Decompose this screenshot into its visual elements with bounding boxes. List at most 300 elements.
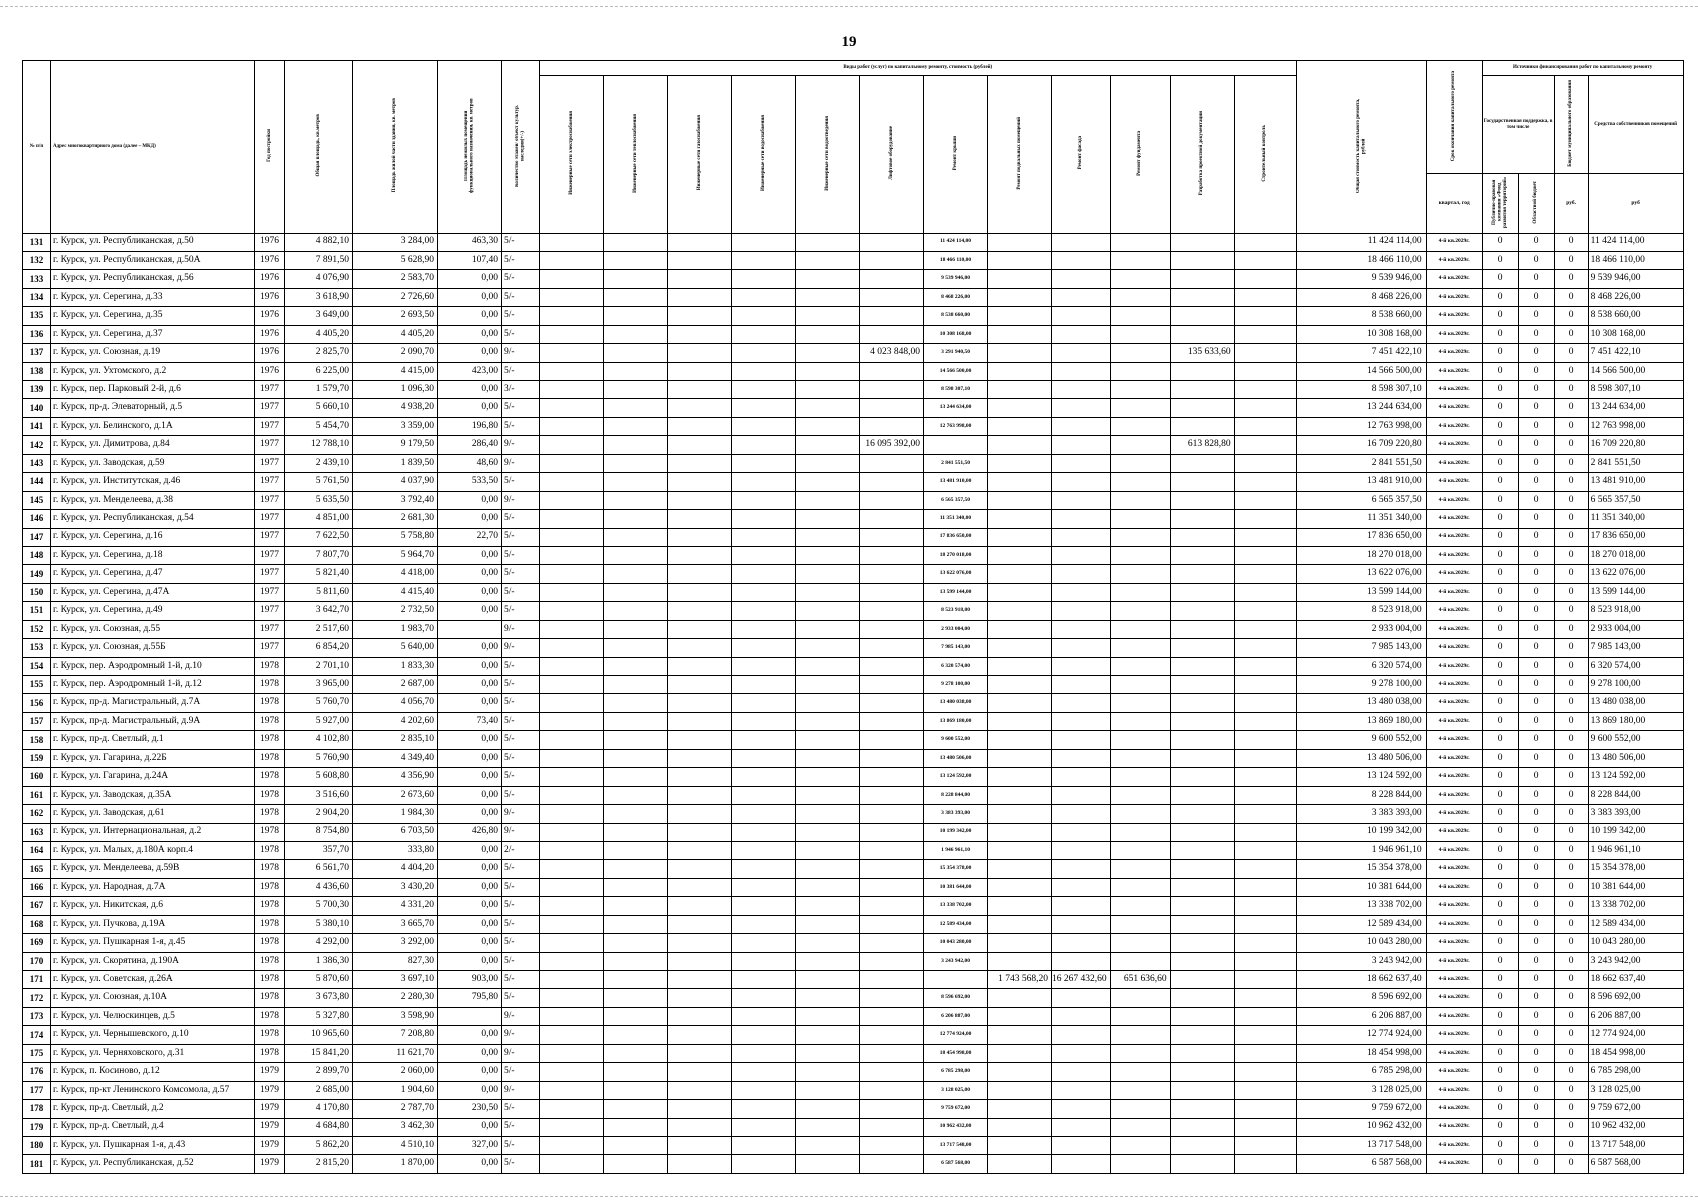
cell-empty bbox=[668, 731, 732, 749]
cell-basement bbox=[988, 1155, 1052, 1173]
cell-fund: 0 bbox=[1482, 510, 1518, 528]
cell-mun: 0 bbox=[1554, 528, 1588, 546]
header-works-group: Виды работ (услуг) по капитальному ремонту, стоимость (рублей) bbox=[540, 61, 1297, 76]
cell-reg: 0 bbox=[1518, 288, 1554, 306]
cell-facade bbox=[1052, 233, 1111, 251]
cell-empty bbox=[796, 1026, 860, 1044]
cell-cost: 2 933 004,00 bbox=[1296, 620, 1426, 638]
cell-n: 138 bbox=[23, 362, 51, 380]
cell-total: 3 965,00 bbox=[285, 676, 353, 694]
cell-lift bbox=[860, 731, 924, 749]
cell-n: 179 bbox=[23, 1118, 51, 1136]
cell-empty bbox=[604, 602, 668, 620]
cell-year: 1978 bbox=[255, 823, 285, 841]
cell-empty bbox=[604, 473, 668, 491]
cell-empty bbox=[668, 1100, 732, 1118]
cell-empty bbox=[796, 251, 860, 269]
cell-living: 2 090,70 bbox=[353, 344, 438, 362]
cell-year: 1976 bbox=[255, 251, 285, 269]
table-row bbox=[23, 381, 1684, 399]
cell-facade bbox=[1052, 823, 1111, 841]
cell-empty bbox=[732, 1136, 796, 1154]
cell-empty bbox=[732, 1155, 796, 1173]
cell-roof: 10 381 644,00 bbox=[924, 878, 988, 896]
cell-empty bbox=[796, 565, 860, 583]
cell-address: г. Курск, ул. Менделеева, д.38 bbox=[51, 491, 255, 509]
cell-roof: 8 228 844,00 bbox=[924, 786, 988, 804]
cell-roof: 13 338 702,00 bbox=[924, 897, 988, 915]
cell-address: г. Курск, ул. Заводская, д.61 bbox=[51, 805, 255, 823]
cell-cost: 13 338 702,00 bbox=[1296, 897, 1426, 915]
cell-n: 176 bbox=[23, 1063, 51, 1081]
cell-facade bbox=[1052, 251, 1111, 269]
cell-fund: 0 bbox=[1482, 1063, 1518, 1081]
cell-nonres: 0,00 bbox=[438, 381, 502, 399]
cell-empty bbox=[540, 694, 604, 712]
cell-cost: 9 539 946,00 bbox=[1296, 270, 1426, 288]
cell-empty bbox=[540, 362, 604, 380]
cell-basement bbox=[988, 1044, 1052, 1062]
cell-foundation bbox=[1110, 823, 1170, 841]
table-row bbox=[23, 602, 1684, 620]
header-nonres-area: Площадь нежилых помещений функционального назначения, кв. метров bbox=[438, 61, 502, 234]
cell-living: 4 037,90 bbox=[353, 473, 438, 491]
cell-mun: 0 bbox=[1554, 583, 1588, 601]
cell-basement bbox=[988, 344, 1052, 362]
cell-n: 150 bbox=[23, 583, 51, 601]
cell-deadline: 4-й кв.2029г. bbox=[1426, 417, 1482, 435]
cell-cost: 6 587 568,00 bbox=[1296, 1155, 1426, 1173]
cell-total: 5 811,60 bbox=[285, 583, 353, 601]
cell-living: 2 583,70 bbox=[353, 270, 438, 288]
cell-empty bbox=[732, 712, 796, 730]
cell-empty bbox=[796, 1007, 860, 1025]
cell-facade bbox=[1052, 510, 1111, 528]
cell-living: 4 405,20 bbox=[353, 325, 438, 343]
header-w7: Ремонт крыши bbox=[924, 76, 988, 234]
cell-foundation bbox=[1110, 952, 1170, 970]
cell-empty bbox=[540, 1063, 604, 1081]
cell-basement bbox=[988, 694, 1052, 712]
cell-empty bbox=[668, 989, 732, 1007]
cell-empty bbox=[732, 362, 796, 380]
cell-address: г. Курск, ул. Союзная, д.10А bbox=[51, 989, 255, 1007]
cell-basement bbox=[988, 952, 1052, 970]
cell-empty bbox=[604, 1063, 668, 1081]
cell-empty bbox=[732, 417, 796, 435]
cell-cost: 2 841 551,50 bbox=[1296, 454, 1426, 472]
cell-facade bbox=[1052, 639, 1111, 657]
cell-lift bbox=[860, 270, 924, 288]
cell-total: 3 516,60 bbox=[285, 786, 353, 804]
cell-lift bbox=[860, 417, 924, 435]
cell-foundation bbox=[1110, 251, 1170, 269]
cell-empty bbox=[668, 288, 732, 306]
cell-design bbox=[1170, 620, 1234, 638]
cell-empty bbox=[732, 768, 796, 786]
cell-floors: 5/- bbox=[502, 473, 540, 491]
cell-roof: 3 291 940,50 bbox=[924, 344, 988, 362]
cell-roof: 8 538 660,00 bbox=[924, 307, 988, 325]
cell-foundation bbox=[1110, 528, 1170, 546]
cell-mun: 0 bbox=[1554, 381, 1588, 399]
cell-n: 153 bbox=[23, 639, 51, 657]
cell-roof: 8 468 226,00 bbox=[924, 288, 988, 306]
cell-empty bbox=[732, 528, 796, 546]
cell-empty bbox=[604, 325, 668, 343]
cell-total: 5 870,60 bbox=[285, 971, 353, 989]
header-regional: Областной бюджет bbox=[1518, 174, 1554, 234]
cell-empty bbox=[604, 307, 668, 325]
cell-empty bbox=[604, 491, 668, 509]
cell-empty bbox=[540, 971, 604, 989]
cell-design bbox=[1170, 971, 1234, 989]
cell-total: 15 841,20 bbox=[285, 1044, 353, 1062]
cell-lift bbox=[860, 768, 924, 786]
cell-mun: 0 bbox=[1554, 1100, 1588, 1118]
cell-living: 1 839,50 bbox=[353, 454, 438, 472]
table-row bbox=[23, 620, 1684, 638]
cell-basement bbox=[988, 860, 1052, 878]
cell-own: 9 759 672,00 bbox=[1588, 1100, 1683, 1118]
cell-empty bbox=[668, 952, 732, 970]
cell-empty bbox=[668, 565, 732, 583]
cell-empty bbox=[604, 362, 668, 380]
cell-empty bbox=[668, 399, 732, 417]
cell-deadline: 4-й кв.2029г. bbox=[1426, 1155, 1482, 1173]
cell-floors: 9/- bbox=[502, 1026, 540, 1044]
cell-facade bbox=[1052, 565, 1111, 583]
cell-cost: 8 598 307,10 bbox=[1296, 381, 1426, 399]
cell-fund: 0 bbox=[1482, 307, 1518, 325]
table-row bbox=[23, 989, 1684, 1007]
cell-floors: 5/- bbox=[502, 1155, 540, 1173]
cell-roof: 6 320 574,00 bbox=[924, 657, 988, 675]
cell-reg: 0 bbox=[1518, 417, 1554, 435]
cell-fund: 0 bbox=[1482, 1118, 1518, 1136]
cell-n: 132 bbox=[23, 251, 51, 269]
cell-empty bbox=[540, 657, 604, 675]
cell-basement bbox=[988, 454, 1052, 472]
cell-empty bbox=[796, 344, 860, 362]
cell-year: 1978 bbox=[255, 878, 285, 896]
cell-roof: 9 278 100,00 bbox=[924, 676, 988, 694]
cell-own: 13 481 910,00 bbox=[1588, 473, 1683, 491]
cell-empty bbox=[604, 989, 668, 1007]
cell-nonres: 463,30 bbox=[438, 233, 502, 251]
cell-n: 156 bbox=[23, 694, 51, 712]
cell-total: 1 386,30 bbox=[285, 952, 353, 970]
cell-lift bbox=[860, 454, 924, 472]
cell-empty bbox=[732, 454, 796, 472]
cell-total: 4 170,80 bbox=[285, 1100, 353, 1118]
cell-address: г. Курск, ул. Серегина, д.33 bbox=[51, 288, 255, 306]
cell-empty bbox=[604, 805, 668, 823]
cell-roof: 6 206 887,00 bbox=[924, 1007, 988, 1025]
cell-foundation: 651 636,60 bbox=[1110, 971, 1170, 989]
cell-mun: 0 bbox=[1554, 915, 1588, 933]
cell-foundation bbox=[1110, 1136, 1170, 1154]
cell-reg: 0 bbox=[1518, 676, 1554, 694]
cell-year: 1978 bbox=[255, 989, 285, 1007]
cell-deadline: 4-й кв.2029г. bbox=[1426, 1044, 1482, 1062]
cell-year: 1976 bbox=[255, 307, 285, 325]
cell-reg: 0 bbox=[1518, 583, 1554, 601]
cell-mun: 0 bbox=[1554, 1136, 1588, 1154]
cell-address: г. Курск, ул. Республиканская, д.56 bbox=[51, 270, 255, 288]
cell-lift bbox=[860, 1063, 924, 1081]
cell-year: 1976 bbox=[255, 362, 285, 380]
cell-roof: 13 599 144,00 bbox=[924, 583, 988, 601]
cell-lift bbox=[860, 971, 924, 989]
cell-empty bbox=[604, 1136, 668, 1154]
cell-roof: 9 759 672,00 bbox=[924, 1100, 988, 1118]
cell-foundation bbox=[1110, 546, 1170, 564]
table-row bbox=[23, 436, 1684, 454]
cell-cost: 8 538 660,00 bbox=[1296, 307, 1426, 325]
cell-total: 5 761,50 bbox=[285, 473, 353, 491]
cell-own: 13 338 702,00 bbox=[1588, 897, 1683, 915]
table-row bbox=[23, 583, 1684, 601]
cell-address: г. Курск, пр-д. Магистральный, д.7А bbox=[51, 694, 255, 712]
cell-own: 9 600 552,00 bbox=[1588, 731, 1683, 749]
cell-cost: 8 468 226,00 bbox=[1296, 288, 1426, 306]
cell-empty bbox=[1234, 565, 1296, 583]
cell-empty bbox=[540, 1007, 604, 1025]
cell-total: 5 700,30 bbox=[285, 897, 353, 915]
cell-deadline: 4-й кв.2029г. bbox=[1426, 325, 1482, 343]
table-row bbox=[23, 1026, 1684, 1044]
cell-empty bbox=[796, 1155, 860, 1173]
cell-empty bbox=[796, 971, 860, 989]
cell-lift bbox=[860, 860, 924, 878]
cell-total: 4 405,20 bbox=[285, 325, 353, 343]
cell-n: 180 bbox=[23, 1136, 51, 1154]
cell-basement bbox=[988, 381, 1052, 399]
cell-design bbox=[1170, 307, 1234, 325]
cell-year: 1979 bbox=[255, 1063, 285, 1081]
cell-cost: 10 043 280,00 bbox=[1296, 934, 1426, 952]
table-row bbox=[23, 1081, 1684, 1099]
cell-basement bbox=[988, 288, 1052, 306]
cell-year: 1979 bbox=[255, 1155, 285, 1173]
cell-nonres: 0,00 bbox=[438, 1026, 502, 1044]
cell-foundation bbox=[1110, 1007, 1170, 1025]
cell-empty bbox=[732, 583, 796, 601]
cell-deadline: 4-й кв.2029г. bbox=[1426, 841, 1482, 859]
cell-lift bbox=[860, 841, 924, 859]
table-row bbox=[23, 1007, 1684, 1025]
header-owners: Средства собственников помещений bbox=[1588, 76, 1683, 174]
cell-own: 13 124 592,00 bbox=[1588, 768, 1683, 786]
cell-fund: 0 bbox=[1482, 602, 1518, 620]
cell-fund: 0 bbox=[1482, 1044, 1518, 1062]
cell-empty bbox=[1234, 860, 1296, 878]
cell-year: 1979 bbox=[255, 1118, 285, 1136]
cell-nonres: 0,00 bbox=[438, 805, 502, 823]
cell-fund: 0 bbox=[1482, 251, 1518, 269]
cell-own: 16 709 220,80 bbox=[1588, 436, 1683, 454]
cell-fund: 0 bbox=[1482, 786, 1518, 804]
cell-cost: 18 662 637,40 bbox=[1296, 971, 1426, 989]
cell-reg: 0 bbox=[1518, 657, 1554, 675]
cell-mun: 0 bbox=[1554, 860, 1588, 878]
cell-mun: 0 bbox=[1554, 620, 1588, 638]
cell-empty bbox=[732, 546, 796, 564]
cell-basement bbox=[988, 251, 1052, 269]
cell-living: 1 904,60 bbox=[353, 1081, 438, 1099]
cell-living: 6 703,50 bbox=[353, 823, 438, 841]
cell-foundation bbox=[1110, 1044, 1170, 1062]
cell-n: 146 bbox=[23, 510, 51, 528]
cell-roof: 3 383 393,00 bbox=[924, 805, 988, 823]
cell-fund: 0 bbox=[1482, 583, 1518, 601]
cell-mun: 0 bbox=[1554, 546, 1588, 564]
cell-nonres: 0,00 bbox=[438, 1063, 502, 1081]
cell-floors: 5/- bbox=[502, 971, 540, 989]
cell-empty bbox=[732, 1026, 796, 1044]
cell-foundation bbox=[1110, 1100, 1170, 1118]
cell-mun: 0 bbox=[1554, 712, 1588, 730]
cell-empty bbox=[668, 381, 732, 399]
cell-total: 10 965,60 bbox=[285, 1026, 353, 1044]
cell-nonres: 0,00 bbox=[438, 694, 502, 712]
cell-fund: 0 bbox=[1482, 381, 1518, 399]
cell-address: г. Курск, ул. Белинского, д.1А bbox=[51, 417, 255, 435]
cell-own: 8 468 226,00 bbox=[1588, 288, 1683, 306]
cell-deadline: 4-й кв.2029г. bbox=[1426, 436, 1482, 454]
cell-empty bbox=[1234, 1063, 1296, 1081]
cell-total: 4 292,00 bbox=[285, 934, 353, 952]
cell-floors: 5/- bbox=[502, 270, 540, 288]
cell-deadline: 4-й кв.2029г. bbox=[1426, 510, 1482, 528]
table-row bbox=[23, 1118, 1684, 1136]
cell-empty bbox=[732, 805, 796, 823]
cell-year: 1977 bbox=[255, 528, 285, 546]
cell-design bbox=[1170, 841, 1234, 859]
cell-design bbox=[1170, 583, 1234, 601]
cell-total: 4 684,80 bbox=[285, 1118, 353, 1136]
cell-empty bbox=[604, 768, 668, 786]
cell-empty bbox=[1234, 952, 1296, 970]
header-w1: Инженерные сети электроснабжения bbox=[540, 76, 604, 234]
cell-lift bbox=[860, 362, 924, 380]
cell-n: 140 bbox=[23, 399, 51, 417]
cell-roof: 6 565 357,50 bbox=[924, 491, 988, 509]
cell-empty bbox=[540, 454, 604, 472]
cell-living: 3 792,40 bbox=[353, 491, 438, 509]
cell-lift bbox=[860, 1007, 924, 1025]
cell-foundation bbox=[1110, 473, 1170, 491]
cell-empty bbox=[732, 1044, 796, 1062]
cell-lift bbox=[860, 934, 924, 952]
cell-design: 613 828,80 bbox=[1170, 436, 1234, 454]
cell-basement bbox=[988, 491, 1052, 509]
cell-empty bbox=[796, 805, 860, 823]
cell-nonres: 196,80 bbox=[438, 417, 502, 435]
cell-floors: 5/- bbox=[502, 897, 540, 915]
page-number: 19 bbox=[841, 34, 857, 50]
cell-basement bbox=[988, 731, 1052, 749]
cell-reg: 0 bbox=[1518, 620, 1554, 638]
cell-design bbox=[1170, 989, 1234, 1007]
cell-design bbox=[1170, 1155, 1234, 1173]
cell-empty bbox=[732, 731, 796, 749]
cell-mun: 0 bbox=[1554, 288, 1588, 306]
cell-roof: 11 351 340,00 bbox=[924, 510, 988, 528]
cell-floors: 5/- bbox=[502, 399, 540, 417]
cell-basement bbox=[988, 805, 1052, 823]
cell-living: 4 510,10 bbox=[353, 1136, 438, 1154]
cell-floors: 5/- bbox=[502, 1100, 540, 1118]
cell-lift bbox=[860, 989, 924, 1007]
cell-cost: 12 763 998,00 bbox=[1296, 417, 1426, 435]
cell-address: г. Курск, ул. Чернышевского, д.10 bbox=[51, 1026, 255, 1044]
cell-year: 1976 bbox=[255, 344, 285, 362]
cell-mun: 0 bbox=[1554, 878, 1588, 896]
cell-deadline: 4-й кв.2029г. bbox=[1426, 860, 1482, 878]
cell-nonres: 0,00 bbox=[438, 583, 502, 601]
table-row bbox=[23, 786, 1684, 804]
cell-n: 158 bbox=[23, 731, 51, 749]
cell-own: 10 308 168,00 bbox=[1588, 325, 1683, 343]
cell-roof: 2 841 551,50 bbox=[924, 454, 988, 472]
cell-own: 13 717 548,00 bbox=[1588, 1136, 1683, 1154]
cell-address: г. Курск, ул. Союзная, д.19 bbox=[51, 344, 255, 362]
cell-living: 1 096,30 bbox=[353, 381, 438, 399]
cell-address: г. Курск, ул. Малых, д.180А корп.4 bbox=[51, 841, 255, 859]
cell-cost: 3 128 025,00 bbox=[1296, 1081, 1426, 1099]
cell-empty bbox=[540, 934, 604, 952]
cell-design bbox=[1170, 565, 1234, 583]
cell-lift bbox=[860, 712, 924, 730]
cell-empty bbox=[796, 288, 860, 306]
cell-year: 1976 bbox=[255, 325, 285, 343]
cell-fund: 0 bbox=[1482, 971, 1518, 989]
cell-basement bbox=[988, 1007, 1052, 1025]
cell-empty bbox=[796, 676, 860, 694]
cell-roof: 12 589 434,00 bbox=[924, 915, 988, 933]
cell-empty bbox=[1234, 546, 1296, 564]
cell-total: 3 649,00 bbox=[285, 307, 353, 325]
cell-empty bbox=[540, 251, 604, 269]
cell-deadline: 4-й кв.2029г. bbox=[1426, 768, 1482, 786]
cell-cost: 11 424 114,00 bbox=[1296, 233, 1426, 251]
cell-nonres: 230,50 bbox=[438, 1100, 502, 1118]
cell-deadline: 4-й кв.2029г. bbox=[1426, 823, 1482, 841]
cell-cost: 17 836 650,00 bbox=[1296, 528, 1426, 546]
cell-lift bbox=[860, 491, 924, 509]
table-row bbox=[23, 749, 1684, 767]
cell-cost: 13 244 634,00 bbox=[1296, 399, 1426, 417]
cell-own: 6 206 887,00 bbox=[1588, 1007, 1683, 1025]
cell-design bbox=[1170, 860, 1234, 878]
cell-n: 170 bbox=[23, 952, 51, 970]
cell-basement bbox=[988, 823, 1052, 841]
cell-cost: 13 480 506,00 bbox=[1296, 749, 1426, 767]
cell-floors: 5/- bbox=[502, 878, 540, 896]
cell-n: 131 bbox=[23, 233, 51, 251]
cell-floors: 9/- bbox=[502, 823, 540, 841]
cell-basement bbox=[988, 546, 1052, 564]
cell-lift bbox=[860, 1118, 924, 1136]
cell-empty bbox=[604, 694, 668, 712]
cell-design bbox=[1170, 731, 1234, 749]
cell-address: г. Курск, пр-д. Светлый, д.4 bbox=[51, 1118, 255, 1136]
cell-empty bbox=[668, 325, 732, 343]
cell-empty bbox=[668, 620, 732, 638]
cell-empty bbox=[604, 731, 668, 749]
